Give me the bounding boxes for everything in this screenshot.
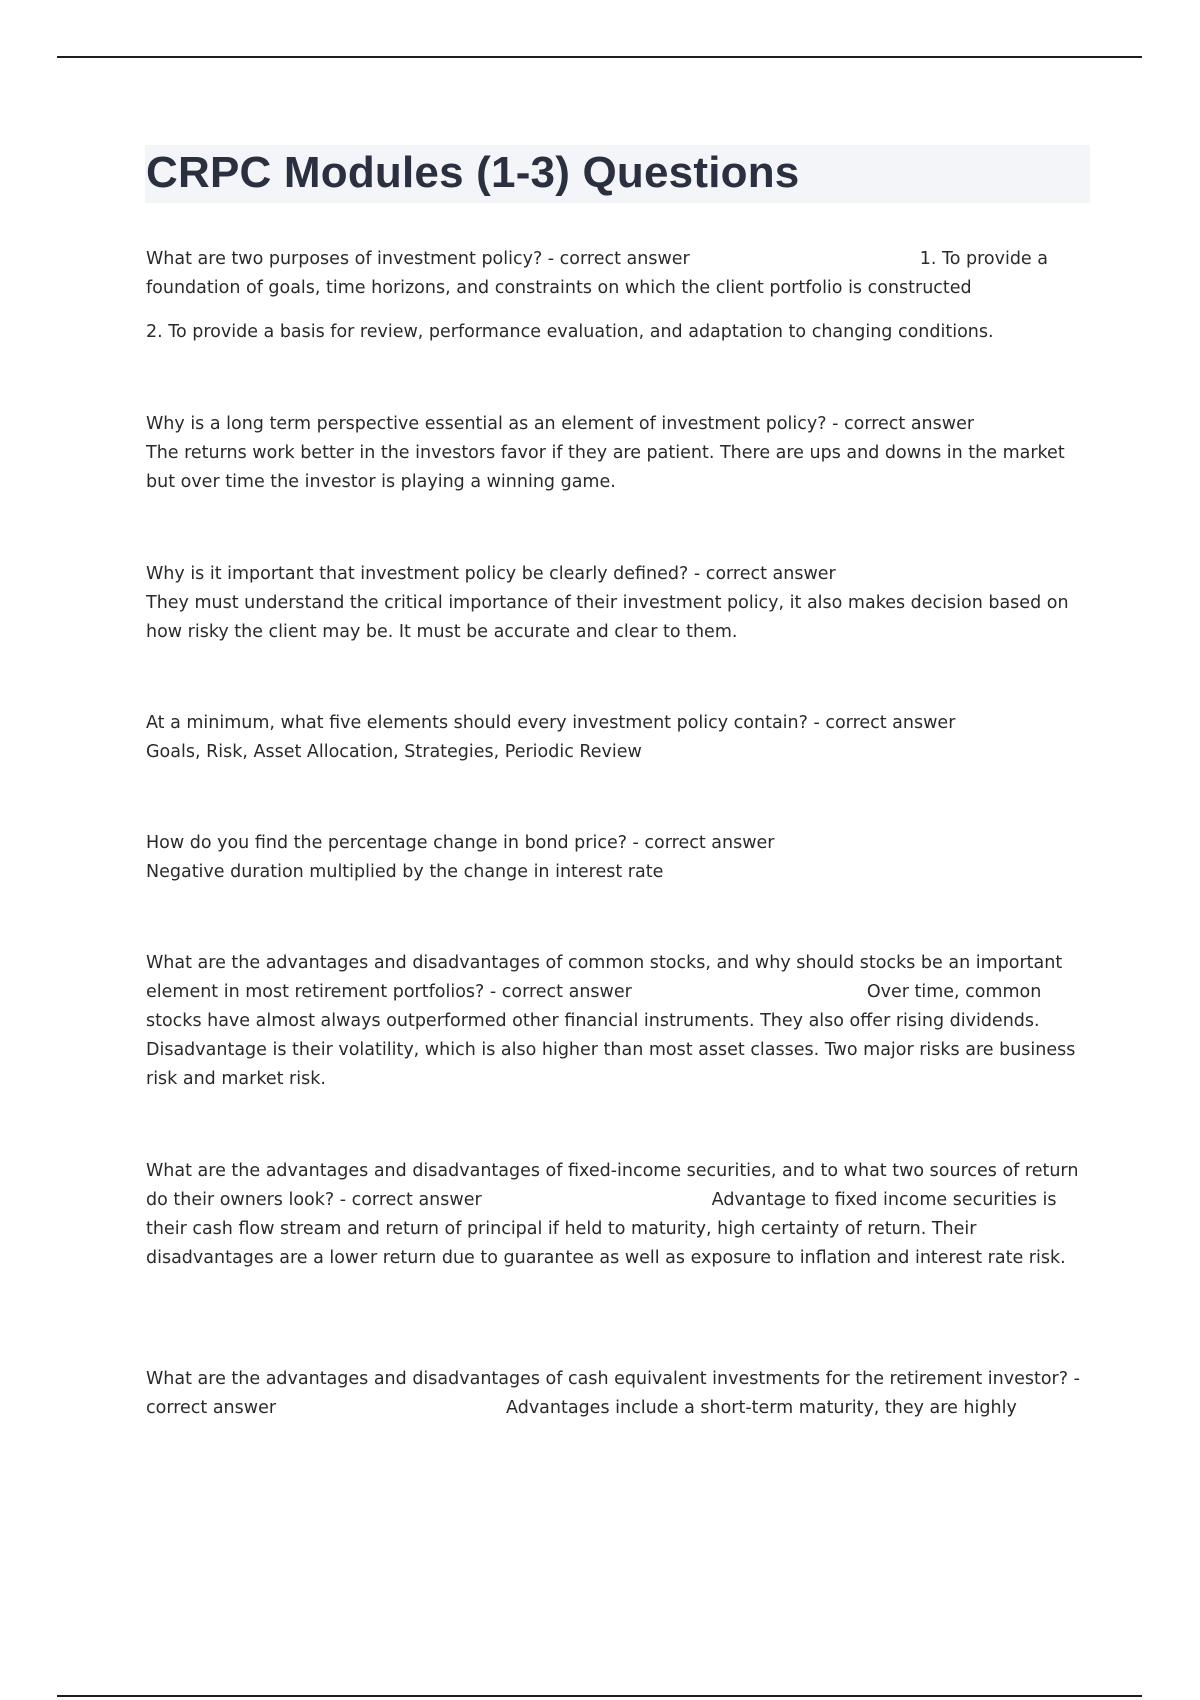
question-text: What are the advantages and disadvantages of cash equivalent investments for the retirement investor? - correct answer <box>146 1369 1080 1418</box>
answer-text-continued: 2. To provide a basis for review, performance evaluation, and adaptation to changing conditions. <box>146 322 994 342</box>
qa-item <box>146 1365 1091 1423</box>
qa-text <box>146 1365 1091 1423</box>
question-text: What are two purposes of investment policy? - correct answer <box>146 249 690 269</box>
header-rule <box>57 56 1142 58</box>
qa-item <box>146 410 1091 497</box>
answer-text: Negative duration multiplied by the change in interest rate <box>146 862 664 882</box>
qa-text <box>146 1157 1091 1273</box>
answer-text: 1. To provide a foundation of goals, time horizons, and constraints on which the client portfolio is constructed <box>146 249 1048 298</box>
question-text: Why is a long term perspective essential as an element of investment policy? - correct answer <box>146 414 975 434</box>
qa-item <box>146 1157 1091 1273</box>
qa-text <box>146 949 1091 1094</box>
footer-rule <box>57 1695 1142 1697</box>
qa-item <box>146 245 1091 347</box>
answer-text: Over time, common stocks have almost always outperformed other financial instruments. They also offer rising dividends. Disadvantage is their volatility, which is also higher than most asset classes. Two major risks are business risk and market risk. <box>146 982 1076 1089</box>
answer-text: Goals, Risk, Asset Allocation, Strategies, Periodic Review <box>146 742 642 762</box>
answer-text: Advantages include a short-term maturity, they are highly <box>506 1398 1017 1418</box>
question-text: At a minimum, what five elements should every investment policy contain? - correct answer <box>146 713 956 733</box>
answer-text: They must understand the critical importance of their investment policy, it also makes decision based on how risky the client may be. It must be accurate and clear to them. <box>146 593 1069 642</box>
qa-item <box>146 949 1091 1094</box>
question-text: Why is it important that investment policy be clearly defined? - correct answer <box>146 564 836 584</box>
question-text: What are the advantages and disadvantages of fixed-income securities, and to what two sources of return do their owners look? - correct answer <box>146 1161 1079 1210</box>
qa-text <box>146 245 1091 303</box>
question-text: How do you find the percentage change in bond price? - correct answer <box>146 833 775 853</box>
answer-text: The returns work better in the investors favor if they are patient. There are ups and downs in the market but over time the investor is playing a winning game. <box>146 443 1065 492</box>
document-title: CRPC Modules (1-3) Questions <box>146 148 800 197</box>
answer-text: Advantage to fixed income securities is their cash flow stream and return of principal if held to maturity, high certainty of return. Their disadvantages are a lower return due to guarantee as well as exposure to inflation and interest rate risk. <box>146 1190 1066 1268</box>
question-text: What are the advantages and disadvantages of common stocks, and why should stocks be an important element in most retirement portfolios? - correct answer <box>146 953 1063 1002</box>
qa-item <box>146 709 1091 767</box>
qa-item <box>146 560 1091 647</box>
qa-item <box>146 829 1091 887</box>
